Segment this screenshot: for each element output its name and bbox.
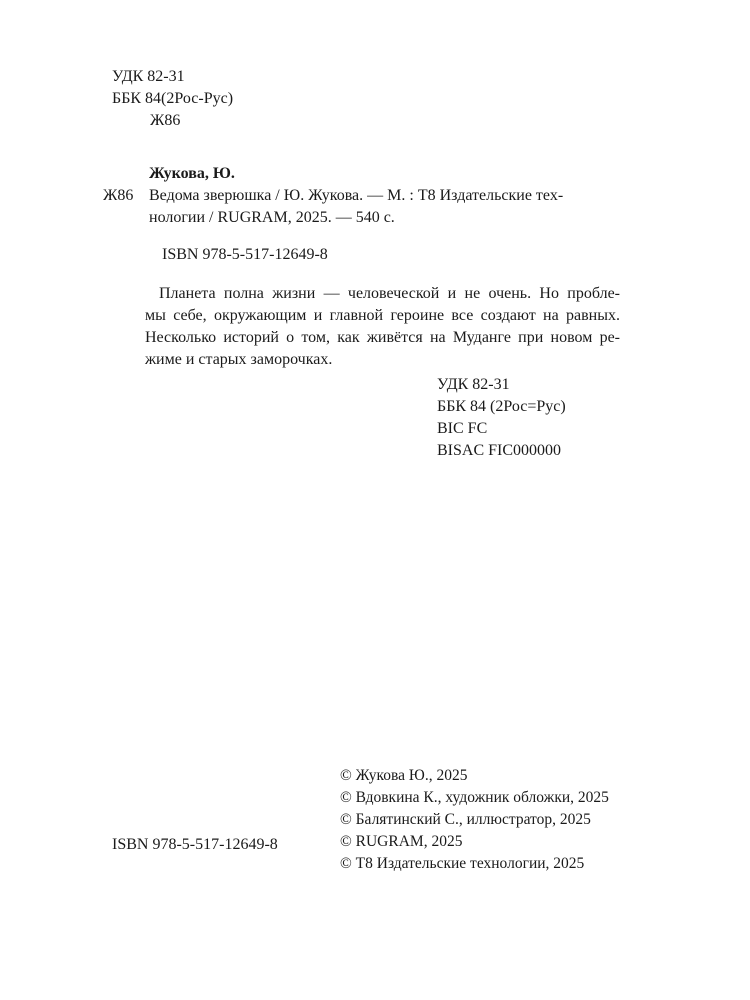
class-code: BISAC FIC000000 [437, 442, 562, 459]
bib-line: Ведома зверюшка / Ю. Жукова. — М. : Т8 Издательские тех- [149, 187, 564, 204]
annotation [145, 283, 620, 371]
copyright-block [340, 765, 609, 875]
class-code: BIC FC [437, 420, 488, 437]
bib-line: нологии / RUGRAM, 2025. — 540 с. [149, 209, 395, 226]
author-heading: Жукова, Ю. [149, 165, 235, 182]
author-mark: Ж86 [150, 112, 181, 129]
class-code: УДК 82-31 [437, 376, 510, 393]
author-side-mark: Ж86 [103, 187, 134, 204]
udk-code: УДК 82-31 [112, 68, 185, 85]
copyright-line: © Вдовкина К., художник обложки, 2025 [340, 789, 609, 806]
annotation-line: мы себе, окружающим и главной героине все создают на равных. [145, 307, 620, 324]
copyright-line: © Т8 Издательские технологии, 2025 [340, 855, 585, 872]
annotation-line: жиме и старых заморочках. [145, 351, 333, 368]
copyright-line: © Жукова Ю., 2025 [340, 767, 468, 784]
copyright-line: © Балятинский С., иллюстратор, 2025 [340, 811, 591, 828]
class-code: ББК 84 (2Рос=Рус) [437, 398, 566, 415]
classification-codes [437, 374, 566, 462]
annotation-line: Планета полна жизни — человеческой и не очень. Но пробле- [159, 285, 620, 302]
top-classification-block [112, 66, 233, 132]
bibliographic-description [149, 185, 617, 229]
isbn-footer: ISBN 978-5-517-12649-8 [112, 836, 278, 853]
copyright-line: © RUGRAM, 2025 [340, 833, 463, 850]
annotation-line: Несколько историй о том, как живётся на Муданге при новом ре- [145, 329, 620, 346]
bbk-code: ББК 84(2Рос-Рус) [112, 90, 234, 107]
isbn-entry: ISBN 978-5-517-12649-8 [162, 246, 328, 263]
